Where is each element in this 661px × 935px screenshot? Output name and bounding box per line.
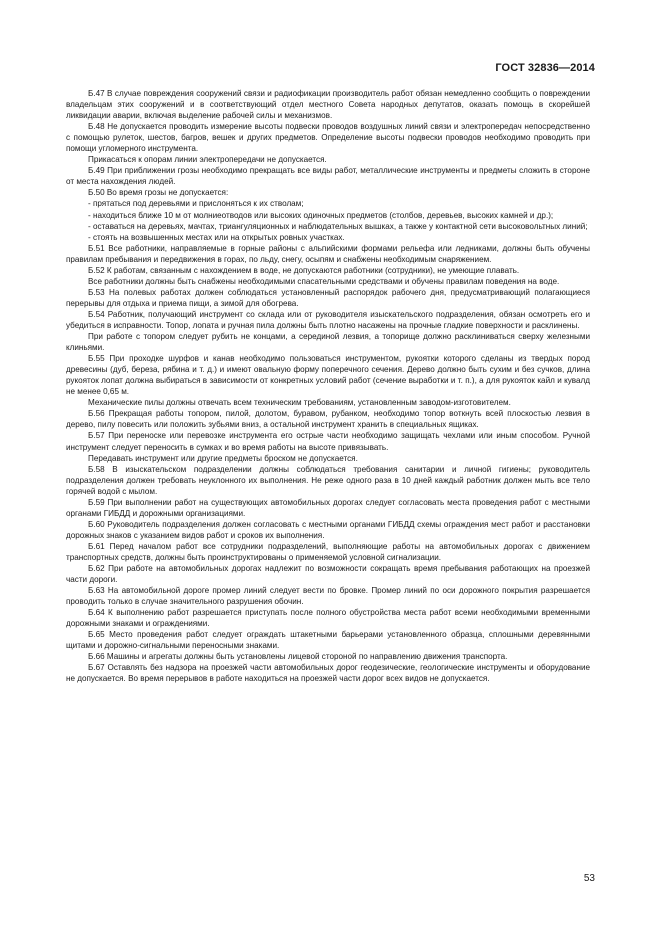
paragraph-b61: Б.61 Перед началом работ все сотрудники подразделений, выполняющие работы на автомобильных дорогах с движением транспортных средств, должны быть проинструктированы о применяемой условной сигнализации.	[66, 541, 590, 562]
paragraph-b62: Б.62 При работе на автомобильных дорогах надлежит по возможности сокращать время пребывания работающих на проезжей части дороги.	[66, 564, 590, 585]
list-item-b50-4: - стоять на возвышенных местах или на открытых ровных участках.	[88, 232, 345, 242]
list-item-b50-1: - прятаться под деревьями и прислоняться к их стволам;	[88, 199, 304, 209]
document-header: ГОСТ 32836—2014	[495, 62, 595, 74]
paragraph-b55: Б.55 При проходке шурфов и канав необходимо пользоваться инструментом, рукоятки которого сделаны из твердых пород древесины (дуб, береза, рябина и т. д.) и имеют овальную форму поперечного сечения. Дерево должно быть сухим и без сучков, длина рукояток лопат должна выбираться в зависимости от конкретных условий работ (сечение выработки и т. п.), а для рукояток кайл и кувалд не менее 0,65 м.	[66, 354, 590, 397]
list-item-b50-2: - находиться ближе 10 м от молниеотводов или высоких одиночных предметов (столбов, деревьев, высоких камней и др.);	[88, 210, 554, 220]
list-item-b50-3: - оставаться на деревьях, мачтах, триангуляционных и наблюдательных вышках, а также у контактной сети высоковольтных линий;	[88, 221, 588, 231]
paragraph-b54-note: При работе с топором следует рубить не концами, а серединой лезвия, а топорище должно расклиниваться сверху железными клиньями.	[66, 332, 590, 353]
paragraph-b60: Б.60 Руководитель подразделения должен согласовать с местными органами ГИБДД схемы ограждения мест работ и расстановки дорожных знаков с указанием видов работ и сроков их выполнения.	[66, 519, 590, 540]
paragraph-b59: Б.59 При выполнении работ на существующих автомобильных дорогах следует согласовать места проведения работ с местными органами ГИБДД и дорожными организациями.	[66, 497, 590, 518]
paragraph-b48-note: Прикасаться к опорам линии электропередачи не допускается.	[88, 155, 327, 165]
paragraph-b58: Б.58 В изыскательском подразделении должны соблюдаться требования санитарии и личной гигиены; руководитель подразделения должен требовать неуклонного их выполнения. Не реже одного раза в 10 дней каждый работник должен мыть все тело горячей водой с мылом.	[66, 464, 590, 496]
paragraph-b64: Б.64 К выполнению работ разрешается приступать после полного обустройства места работ всеми необходимыми временными дорожными знаками и ограждениями.	[66, 608, 590, 629]
paragraph-b49: Б.49 При приближении грозы необходимо прекращать все виды работ, металлические инструменты и предметы сложить в стороне от места нахождения людей.	[66, 166, 590, 187]
paragraph-b63: Б.63 На автомобильной дороге промер линий следует вести по бровке. Промер линий по оси дорожного покрытия разрешается проводить только в случае значительного разрушения обочин.	[66, 586, 590, 607]
paragraph-b47: Б.47 В случае повреждения сооружений связи и радиофикации производитель работ обязан немедленно сообщить о повреждении владельцам этих сооружений и в соответствующий отдел местного Совета народных депутатов, оказать помощь в скорейшей ликвидации аварии, включая выделение рабочей силы и механизмов.	[66, 89, 590, 121]
paragraph-b55-note: Механические пилы должны отвечать всем техническим требованиям, установленным заводом-изготовителем.	[88, 398, 511, 408]
paragraph-b52-note: Все работники должны быть снабжены необходимыми спасательными средствами и обучены правилам поведения на воде.	[88, 276, 560, 286]
paragraph-b51: Б.51 Все работники, направляемые в горные районы с альпийскими формами рельефа или ледниками, должны быть обучены правилам пребывания и передвижения в горах, по льду, снегу, осыпям и снабжены необходимым снаряжением.	[66, 243, 590, 264]
paragraph-b54: Б.54 Работник, получающий инструмент со склада или от руководителя изыскательского подразделения, обязан осмотреть его и убедиться в исправности. Топор, лопата и ручная пила должны быть плотно насажены на прочные гладкие поверхности и расклинены.	[66, 309, 590, 330]
paragraph-b57: Б.57 При переноске или перевозке инструмента его острые части необходимо защищать чехлами или иным способом. Ручной инструмент следует переносить в сумках и во время работы на высоте привязывать.	[66, 431, 590, 452]
paragraph-b66: Б.66 Машины и агрегаты должны быть установлены лицевой стороной по направлению движения транспорта.	[88, 652, 508, 662]
page-number: 53	[583, 873, 595, 884]
paragraph-b67: Б.67 Оставлять без надзора на проезжей части автомобильных дорог геодезические, геологические инструменты и оборудование не допускается. Во время перерывов в работе находиться на проезжей части дорог всех видов не допускается.	[66, 663, 590, 684]
paragraph-b48: Б.48 Не допускается проводить измерение высоты подвески проводов воздушных линий связи и электропередач непосредственно с помощью рулеток, шестов, багров, вешек и других предметов. Определение высоты подвески проводов необходимо проводить при помощи угломерного инструмента.	[66, 122, 590, 154]
paragraph-b50: Б.50 Во время грозы не допускается:	[88, 188, 229, 198]
paragraph-b53: Б.53 На полевых работах должен соблюдаться установленный распорядок рабочего дня, предусматривающий полагающиеся перерывы для отдыха и приема пищи, а зимой для обогрева.	[66, 287, 590, 308]
paragraph-b65: Б.65 Место проведения работ следует ограждать штакетными барьерами установленного образца, сплошными деревянными щитами и дорожно-сигнальными переносными знаками.	[66, 630, 590, 651]
paragraph-b56: Б.56 Прекращая работы топором, пилой, долотом, буравом, рубанком, необходимо топор воткнуть всей плоскостью лезвия в дерево, пилу повесить или положить зубьями вниз, а остальной инструмент хранить в специальных ящиках.	[66, 409, 590, 430]
document-body	[66, 88, 590, 685]
paragraph-b52: Б.52 К работам, связанным с нахождением в воде, не допускаются работники (сотрудники), не умеющие плавать.	[88, 265, 520, 275]
paragraph-b57-note: Передавать инструмент или другие предметы броском не допускается.	[88, 453, 358, 463]
